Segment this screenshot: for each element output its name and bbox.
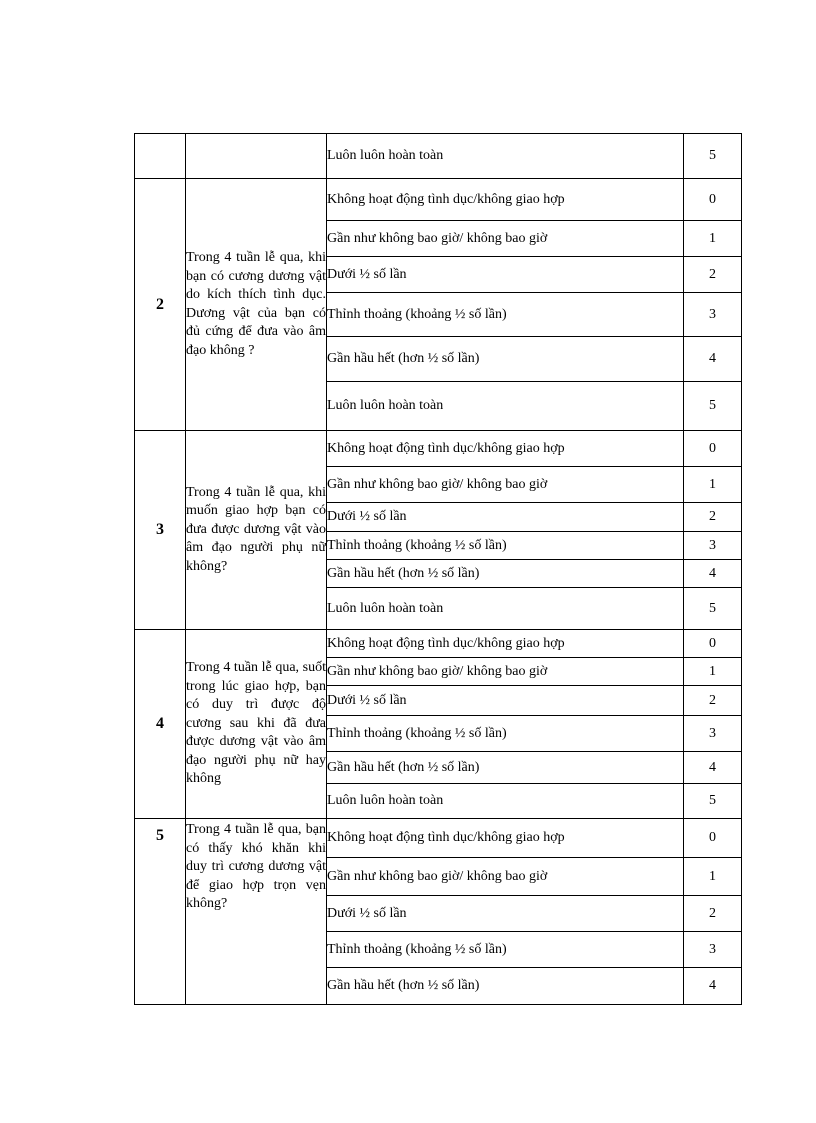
question-number: 2 bbox=[135, 179, 186, 431]
answer-score: 4 bbox=[684, 337, 742, 382]
answer-option: Thỉnh thoảng (khoảng ½ số lần) bbox=[327, 716, 684, 752]
answer-score: 1 bbox=[684, 467, 742, 503]
answer-score: 0 bbox=[684, 431, 742, 467]
answer-score: 5 bbox=[684, 784, 742, 819]
answer-score: 0 bbox=[684, 179, 742, 221]
answer-score: 2 bbox=[684, 257, 742, 293]
answer-score: 3 bbox=[684, 716, 742, 752]
answer-option: Luôn luôn hoàn toàn bbox=[327, 382, 684, 431]
answer-option: Dưới ½ số lần bbox=[327, 686, 684, 716]
answer-option: Thỉnh thoảng (khoảng ½ số lần) bbox=[327, 932, 684, 968]
question-row bbox=[135, 179, 742, 221]
answer-option: Gần như không bao giờ/ không bao giờ bbox=[327, 658, 684, 686]
answer-score: 1 bbox=[684, 858, 742, 896]
answer-score: 3 bbox=[684, 293, 742, 337]
answer-option: Thỉnh thoảng (khoảng ½ số lần) bbox=[327, 532, 684, 560]
answer-option: Gần hầu hết (hơn ½ số lần) bbox=[327, 337, 684, 382]
question-row bbox=[135, 630, 742, 658]
answer-score: 2 bbox=[684, 896, 742, 932]
answer-score: 4 bbox=[684, 752, 742, 784]
question-number-cell bbox=[135, 134, 186, 179]
answer-option: Thỉnh thoảng (khoảng ½ số lần) bbox=[327, 293, 684, 337]
answer-option: Không hoạt động tình dục/không giao hợp bbox=[327, 179, 684, 221]
answer-option: Gần hầu hết (hơn ½ số lần) bbox=[327, 968, 684, 1005]
question-text: Trong 4 tuần lễ qua, bạn có thấy khó khăn khi duy trì cương dương vật để giao hợp trọn vẹn không? bbox=[186, 819, 327, 1005]
answer-score: 1 bbox=[684, 658, 742, 686]
question-number: 5 bbox=[135, 819, 186, 1005]
answer-option: Dưới ½ số lần bbox=[327, 503, 684, 532]
answer-score: 0 bbox=[684, 630, 742, 658]
answer-score: 2 bbox=[684, 503, 742, 532]
answer-score: 3 bbox=[684, 932, 742, 968]
answer-option: Gần hầu hết (hơn ½ số lần) bbox=[327, 752, 684, 784]
answer-option: Gần như không bao giờ/ không bao giờ bbox=[327, 467, 684, 503]
answer-option: Không hoạt động tình dục/không giao hợp bbox=[327, 431, 684, 467]
question-text-cell bbox=[186, 134, 327, 179]
answer-score: 2 bbox=[684, 686, 742, 716]
answer-option: Luôn luôn hoàn toàn bbox=[327, 784, 684, 819]
questionnaire-table bbox=[134, 133, 742, 1005]
question-text: Trong 4 tuần lễ qua, suốt trong lúc giao hợp, bạn có duy trì được độ cương sau khi đã đưa được dương vật vào âm đạo người phụ nữ hay không bbox=[186, 630, 327, 819]
question-row bbox=[135, 819, 742, 858]
answer-option: Dưới ½ số lần bbox=[327, 896, 684, 932]
question-text: Trong 4 tuần lễ qua, khi bạn có cương dương vật do kích thích tình dục. Dương vật của bạn có đủ cứng để đưa vào âm đạo không ? bbox=[186, 179, 327, 431]
answer-score: 4 bbox=[684, 560, 742, 588]
answer-option: Không hoạt động tình dục/không giao hợp bbox=[327, 819, 684, 858]
answer-option: Gần hầu hết (hơn ½ số lần) bbox=[327, 560, 684, 588]
answer-option: Gần như không bao giờ/ không bao giờ bbox=[327, 221, 684, 257]
answer-option: Luôn luôn hoàn toàn bbox=[327, 134, 684, 179]
answer-score: 3 bbox=[684, 532, 742, 560]
continuation-row bbox=[135, 134, 742, 179]
question-number: 3 bbox=[135, 431, 186, 630]
answer-score: 5 bbox=[684, 134, 742, 179]
answer-score: 5 bbox=[684, 588, 742, 630]
question-number: 4 bbox=[135, 630, 186, 819]
question-text: Trong 4 tuần lễ qua, khi muốn giao hợp bạn có đưa được dương vật vào âm đạo người phụ nữ không? bbox=[186, 431, 327, 630]
question-row bbox=[135, 431, 742, 467]
answer-option: Không hoạt động tình dục/không giao hợp bbox=[327, 630, 684, 658]
answer-score: 4 bbox=[684, 968, 742, 1005]
answer-score: 0 bbox=[684, 819, 742, 858]
answer-option: Luôn luôn hoàn toàn bbox=[327, 588, 684, 630]
answer-score: 5 bbox=[684, 382, 742, 431]
answer-option: Gần như không bao giờ/ không bao giờ bbox=[327, 858, 684, 896]
answer-option: Dưới ½ số lần bbox=[327, 257, 684, 293]
answer-score: 1 bbox=[684, 221, 742, 257]
